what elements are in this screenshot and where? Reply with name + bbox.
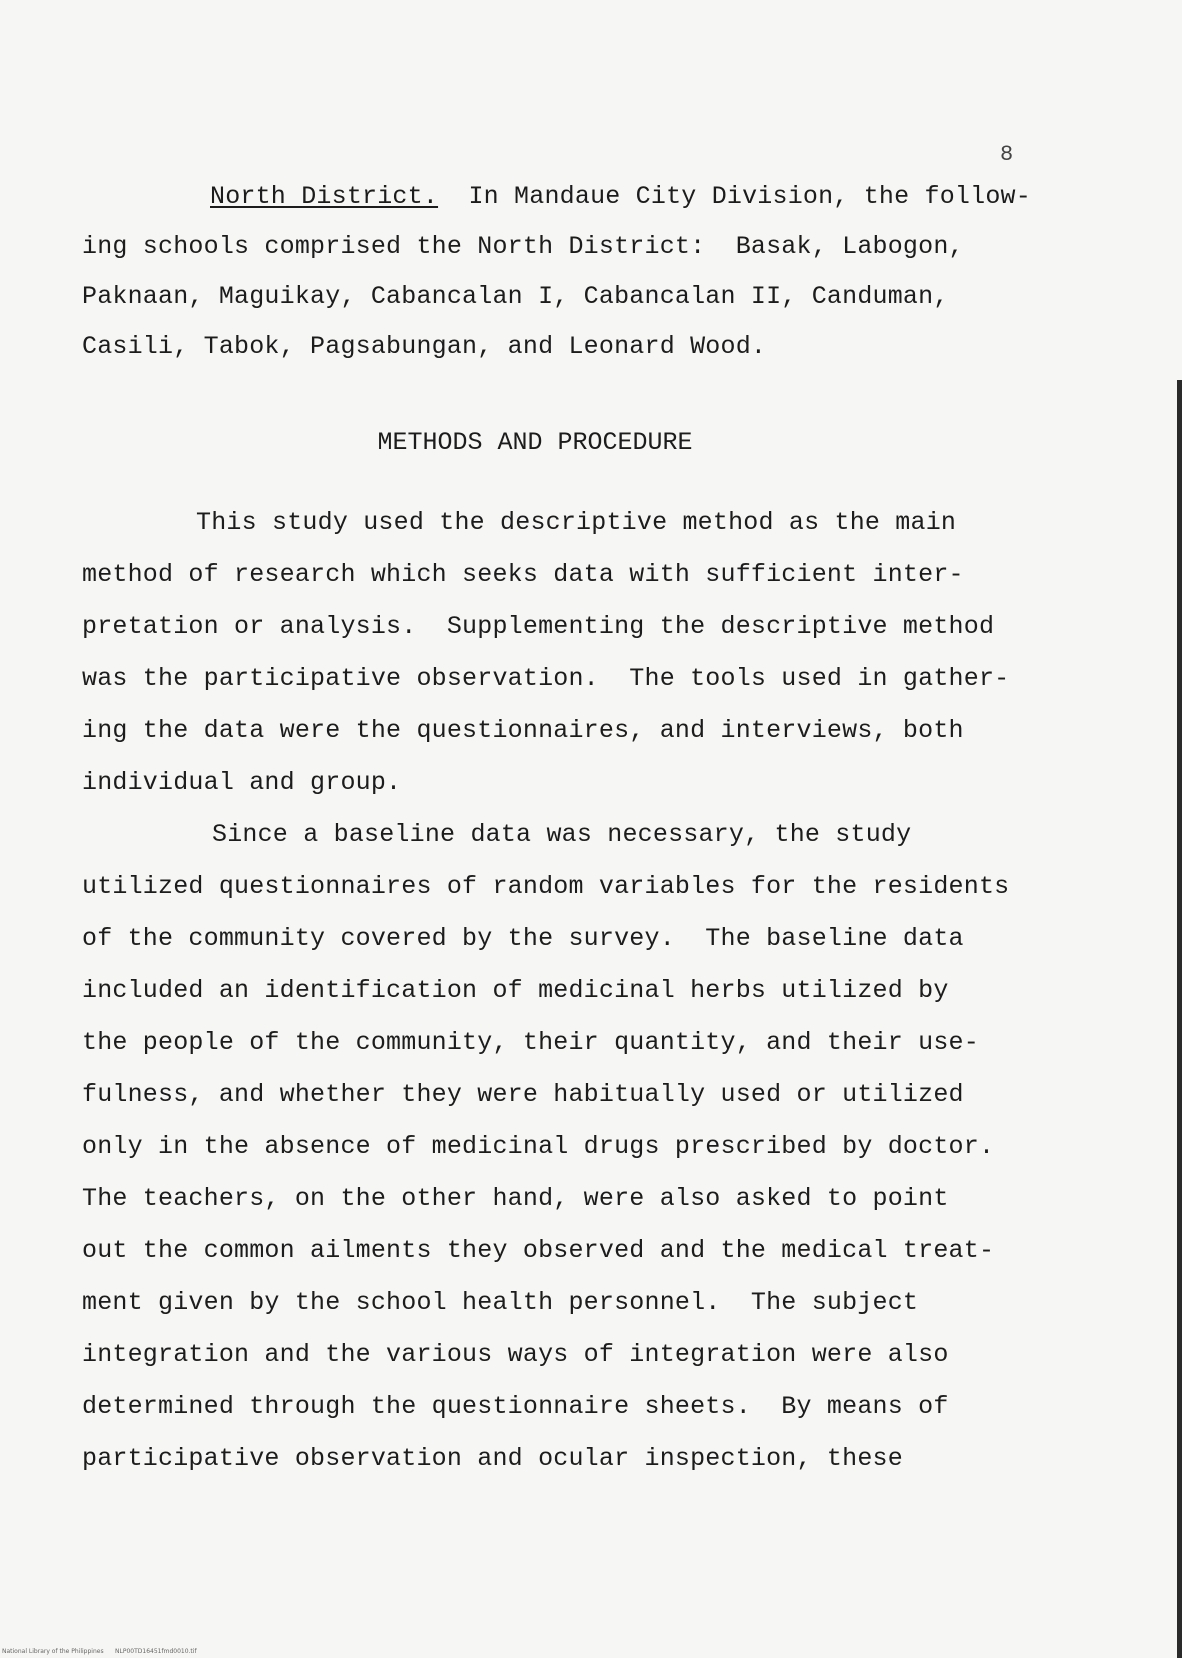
paragraph2-line: participative observation and ocular inspection, these (82, 1444, 903, 1473)
scan-footer (2, 1648, 197, 1655)
paragraph2-line: utilized questionnaires of random variables for the residents (82, 872, 1010, 901)
paragraph2-line: out the common ailments they observed and the medical treat- (82, 1236, 995, 1265)
intro-line: Casili, Tabok, Pagsabungan, and Leonard Wood. (82, 332, 767, 361)
paragraph1-line: was the participative observation. The tools used in gather- (82, 664, 1010, 693)
paragraph1-line: method of research which seeks data with sufficient inter- (82, 560, 964, 589)
paragraph2-line: determined through the questionnaire sheets. By means of (82, 1392, 949, 1421)
intro-line: Paknaan, Maguikay, Cabancalan I, Cabancalan II, Canduman, (82, 282, 949, 311)
paragraph2-line: only in the absence of medicinal drugs prescribed by doctor. (82, 1132, 995, 1161)
paragraph2-line: Since a baseline data was necessary, the study (212, 820, 912, 849)
paragraph2-line: included an identification of medicinal herbs utilized by (82, 976, 949, 1005)
intro-line: ing schools comprised the North District: Basak, Labogon, (82, 232, 964, 261)
paragraph1-line: This study used the descriptive method as the main (196, 508, 957, 537)
scan-edge (1177, 380, 1182, 1658)
intro-line-1 (210, 182, 1031, 212)
page-number: 8 (1000, 142, 1014, 167)
section-heading: METHODS AND PROCEDURE (377, 428, 693, 457)
paragraph2-line: The teachers, on the other hand, were also asked to point (82, 1184, 949, 1213)
paragraph2-line: the people of the community, their quantity, and their use- (82, 1028, 979, 1057)
paragraph1-line: ing the data were the questionnaires, and interviews, both (82, 716, 964, 745)
paragraph1-line: pretation or analysis. Supplementing the descriptive method (82, 612, 995, 641)
paragraph2-line: ment given by the school health personnel. The subject (82, 1288, 919, 1317)
intro-line-1-text: In Mandaue City Division, the follow- (438, 182, 1031, 211)
paragraph2-line: fulness, and whether they were habitually used or utilized (82, 1080, 964, 1109)
paragraph1-line: individual and group. (82, 768, 402, 797)
footer-file: NLP00TD16451fmd0010.tif (115, 1648, 197, 1655)
paragraph2-line: of the community covered by the survey. The baseline data (82, 924, 964, 953)
footer-library: National Library of the Philippines (2, 1648, 104, 1655)
district-heading: North District. (210, 182, 439, 211)
paragraph2-line: integration and the various ways of integration were also (82, 1340, 949, 1369)
